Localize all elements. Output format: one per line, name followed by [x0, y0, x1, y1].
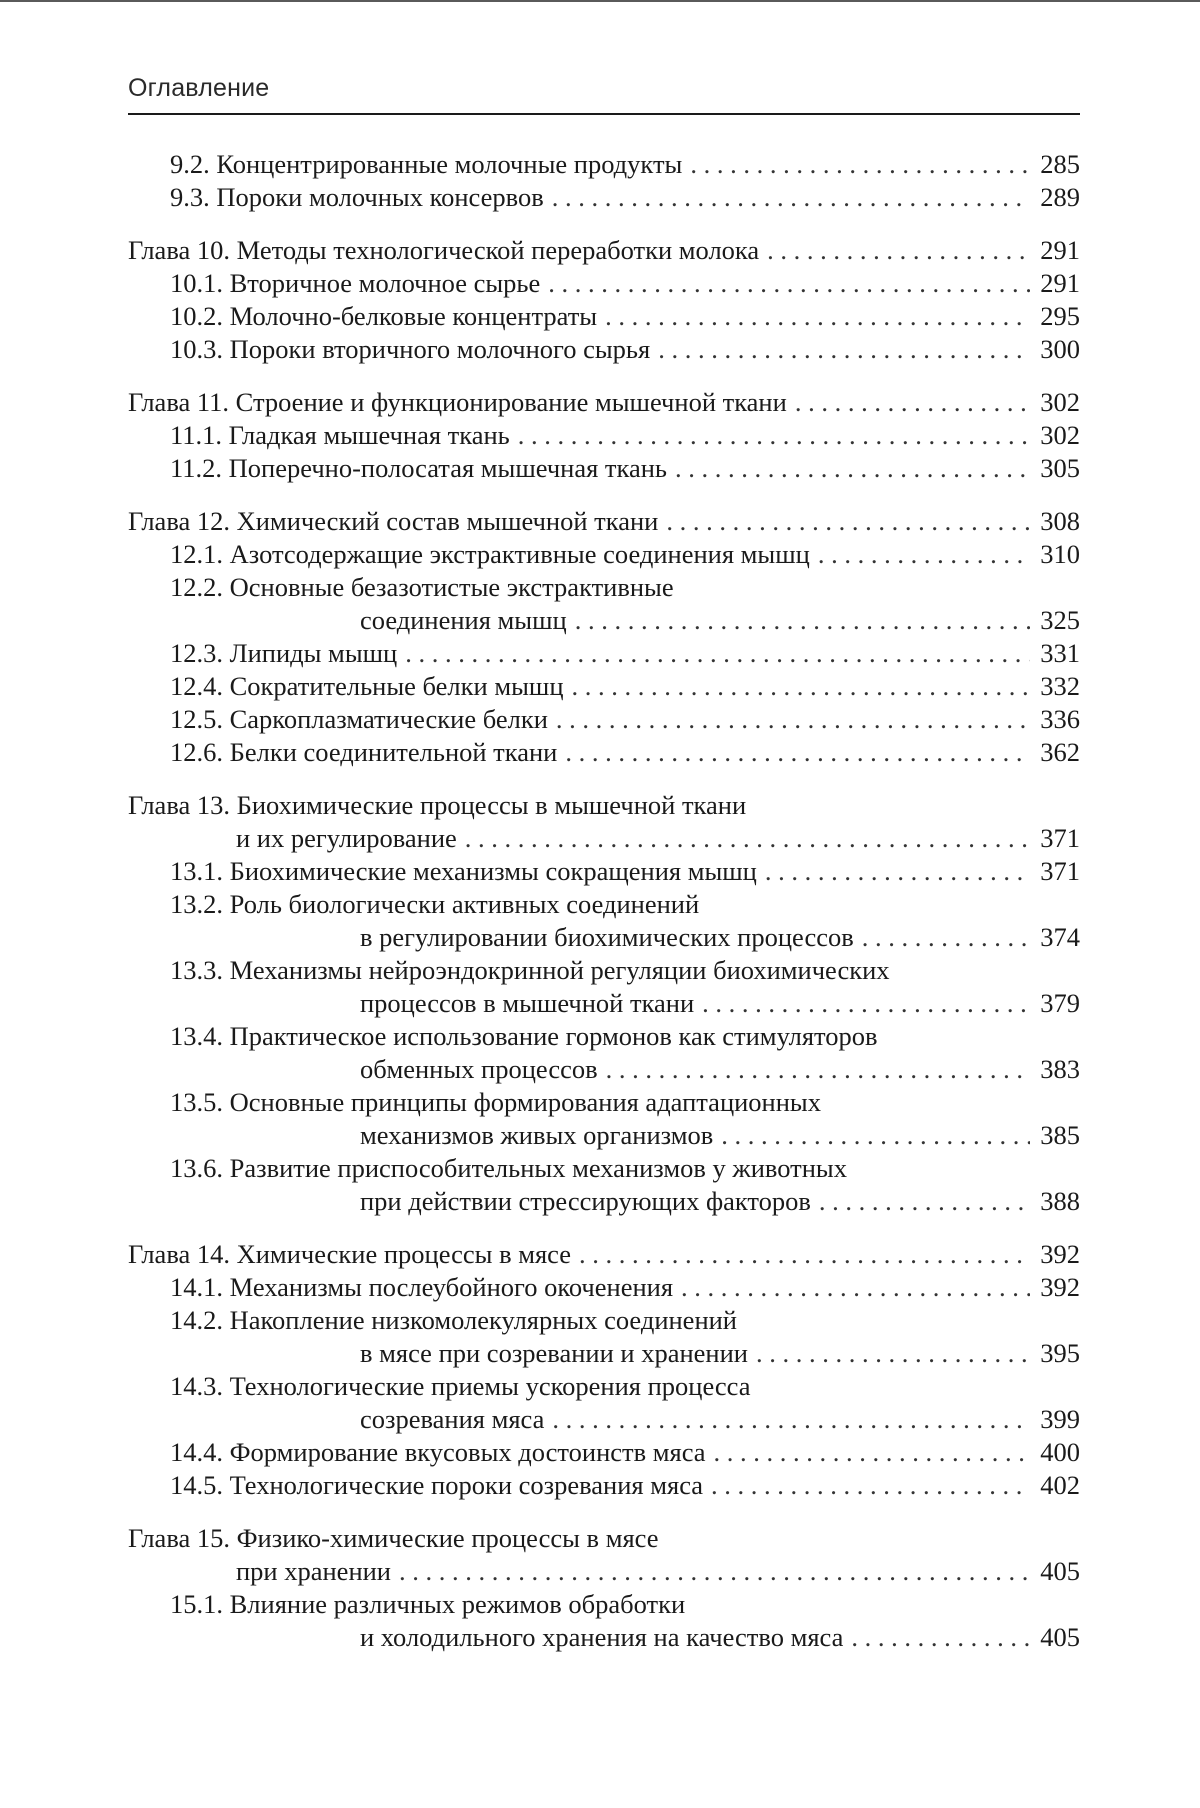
toc-line — [128, 1119, 1080, 1152]
toc-entry-title: и холодильного хранения на качество мяса — [360, 1622, 844, 1652]
toc-entry-title: 13.5. Основные принципы формирования адаптационных — [170, 1087, 821, 1117]
dot-leader — [405, 637, 1030, 670]
dot-leader — [675, 452, 1030, 485]
dot-leader — [756, 1337, 1030, 1370]
dot-leader — [714, 1436, 1030, 1469]
toc-entry-title: в регулировании биохимических процессов — [360, 922, 854, 952]
toc-page-number: 291 — [1040, 235, 1080, 265]
dot-leader — [575, 604, 1030, 637]
toc-entry-title: 10.2. Молочно-белковые концентраты — [170, 301, 598, 331]
toc-entry-title: обменных процессов — [360, 1054, 598, 1084]
toc-line — [128, 148, 1080, 181]
toc-line — [128, 1370, 1080, 1403]
toc-page-number: 374 — [1040, 922, 1080, 952]
toc-page-number: 331 — [1040, 638, 1080, 668]
toc-page-number: 405 — [1040, 1556, 1080, 1586]
toc-entry-title: 13.3. Механизмы нейроэндокринной регуляции биохимических — [170, 955, 890, 985]
toc-section-entry — [128, 1304, 1080, 1370]
toc-chapter-entry — [128, 1238, 1080, 1271]
toc-line — [128, 637, 1080, 670]
toc-entry-title: 13.4. Практическое использование гормонов как стимуляторов — [170, 1021, 878, 1051]
toc-chapter-entry — [128, 234, 1080, 267]
dot-leader — [605, 300, 1030, 333]
toc-line — [128, 1185, 1080, 1218]
dot-leader — [518, 419, 1030, 452]
toc-page-number: 325 — [1040, 605, 1080, 635]
toc-entry-title: 13.2. Роль биологически активных соединений — [170, 889, 700, 919]
dot-leader — [681, 1271, 1030, 1304]
toc-line — [128, 1436, 1080, 1469]
toc-section-entry — [128, 148, 1080, 181]
toc-line — [128, 333, 1080, 366]
toc-section-entry — [128, 670, 1080, 703]
toc-section-entry — [128, 1588, 1080, 1654]
dot-leader — [658, 333, 1030, 366]
toc-chapter-entry — [128, 505, 1080, 538]
toc-group — [128, 505, 1080, 769]
toc-entry-title: Глава 13. Биохимические процессы в мышечной ткани — [128, 790, 747, 820]
toc-entry-title: 11.2. Поперечно-полосатая мышечная ткань — [170, 453, 668, 483]
toc-line — [128, 386, 1080, 419]
toc-entry-title: 12.4. Сократительные белки мышц — [170, 671, 564, 701]
toc-page-number: 400 — [1040, 1437, 1080, 1467]
toc-section-entry — [128, 954, 1080, 1020]
toc-line — [128, 954, 1080, 987]
toc-section-entry — [128, 888, 1080, 954]
toc-entry-title: 12.1. Азотсодержащие экстрактивные соединения мышц — [170, 539, 810, 569]
toc-entry-title: 13.1. Биохимические механизмы сокращения мышц — [170, 856, 757, 886]
toc-entry-title: при действии стрессирующих факторов — [360, 1186, 811, 1216]
dot-leader — [606, 1053, 1030, 1086]
toc-line — [128, 888, 1080, 921]
dot-leader — [552, 1403, 1030, 1436]
toc-section-entry — [128, 267, 1080, 300]
toc-line — [128, 571, 1080, 604]
toc-line — [128, 604, 1080, 637]
page-top-edge — [0, 0, 1200, 2]
toc-section-entry — [128, 300, 1080, 333]
toc-line — [128, 505, 1080, 538]
header-rule — [128, 113, 1080, 115]
dot-leader — [556, 703, 1030, 736]
toc-section-entry — [128, 1370, 1080, 1436]
toc-section-entry — [128, 1469, 1080, 1502]
toc-entry-title: 13.6. Развитие приспособительных механизмов у животных — [170, 1153, 847, 1183]
toc-page-number: 289 — [1040, 182, 1080, 212]
toc-line — [128, 267, 1080, 300]
toc-line — [128, 234, 1080, 267]
toc-page-number: 295 — [1040, 301, 1080, 331]
toc-page-number: 336 — [1040, 704, 1080, 734]
toc-chapter-entry — [128, 789, 1080, 855]
toc-entry-title: 12.5. Саркоплазматические белки — [170, 704, 548, 734]
toc-page-number: 285 — [1040, 149, 1080, 179]
toc-line — [128, 1403, 1080, 1436]
toc-line — [128, 1337, 1080, 1370]
toc-entry-title: Глава 15. Физико-химические процессы в мясе — [128, 1523, 659, 1553]
toc-entry-title: процессов в мышечной ткани — [360, 988, 695, 1018]
toc-entry-title: 9.2. Концентрированные молочные продукты — [170, 149, 683, 179]
toc-line — [128, 1152, 1080, 1185]
toc-page-number: 305 — [1040, 453, 1080, 483]
toc-line — [128, 1522, 1080, 1555]
toc-entry-title: 15.1. Влияние различных режимов обработки — [170, 1589, 686, 1619]
toc-line — [128, 1271, 1080, 1304]
toc-page-number: 371 — [1040, 856, 1080, 886]
toc-page-number: 392 — [1040, 1272, 1080, 1302]
toc-entry-title: Глава 14. Химические процессы в мясе — [128, 1239, 572, 1269]
toc-entry-title: 14.5. Технологические пороки созревания мяса — [170, 1470, 704, 1500]
toc-page-number: 308 — [1040, 506, 1080, 536]
toc-line — [128, 1621, 1080, 1654]
toc-page-number: 379 — [1040, 988, 1080, 1018]
toc-section-entry — [128, 736, 1080, 769]
toc-group — [128, 148, 1080, 214]
toc-page-number: 388 — [1040, 1186, 1080, 1216]
toc-page-number: 302 — [1040, 420, 1080, 450]
toc-page-number: 362 — [1040, 737, 1080, 767]
toc-page-number: 395 — [1040, 1338, 1080, 1368]
dot-leader — [399, 1555, 1030, 1588]
toc-entry-title: соединения мышц — [360, 605, 567, 635]
toc-line — [128, 181, 1080, 214]
toc-entry-title: механизмов живых организмов — [360, 1120, 714, 1150]
toc-section-entry — [128, 637, 1080, 670]
toc-chapter-entry — [128, 1522, 1080, 1588]
toc-line — [128, 855, 1080, 888]
toc-entry-title: 12.3. Липиды мышц — [170, 638, 398, 668]
toc-line — [128, 703, 1080, 736]
toc-line — [128, 1469, 1080, 1502]
toc-entry-title: в мясе при созревании и хранении — [360, 1338, 748, 1368]
toc-entry-title: 11.1. Гладкая мышечная ткань — [170, 420, 510, 450]
toc-chapter-entry — [128, 386, 1080, 419]
dot-leader — [465, 822, 1030, 855]
toc-entry-title: при хранении — [236, 1556, 391, 1586]
toc-page-number: 405 — [1040, 1622, 1080, 1652]
toc-entry-title: 14.2. Накопление низкомолекулярных соединений — [170, 1305, 737, 1335]
toc-section-entry — [128, 333, 1080, 366]
toc-group — [128, 1238, 1080, 1502]
dot-leader — [795, 386, 1030, 419]
toc-line — [128, 670, 1080, 703]
toc-section-entry — [128, 452, 1080, 485]
toc-section-entry — [128, 1271, 1080, 1304]
toc-entry-title: Глава 11. Строение и функционирование мышечной ткани — [128, 387, 787, 417]
toc-section-entry — [128, 855, 1080, 888]
toc-line — [128, 736, 1080, 769]
dot-leader — [666, 505, 1030, 538]
toc-entry-title: 14.3. Технологические приемы ускорения процесса — [170, 1371, 751, 1401]
dot-leader — [765, 855, 1030, 888]
toc-section-entry — [128, 419, 1080, 452]
toc-line — [128, 921, 1080, 954]
dot-leader — [711, 1469, 1030, 1502]
dot-leader — [690, 148, 1030, 181]
toc-group — [128, 1522, 1080, 1654]
dot-leader — [579, 1238, 1030, 1271]
toc-page-number: 300 — [1040, 334, 1080, 364]
toc-entry-title: Глава 10. Методы технологической переработки молока — [128, 235, 760, 265]
toc-group — [128, 234, 1080, 366]
toc-line — [128, 1020, 1080, 1053]
toc-section-entry — [128, 1020, 1080, 1086]
running-head: Оглавление — [128, 74, 270, 102]
toc-page-number: 291 — [1040, 268, 1080, 298]
toc-page-number: 383 — [1040, 1054, 1080, 1084]
toc-line — [128, 987, 1080, 1020]
toc-entry-title: 10.3. Пороки вторичного молочного сырья — [170, 334, 651, 364]
toc-line — [128, 300, 1080, 333]
toc-section-entry — [128, 703, 1080, 736]
toc-page-number: 402 — [1040, 1470, 1080, 1500]
toc-section-entry — [128, 181, 1080, 214]
toc-entry-title: 12.6. Белки соединительной ткани — [170, 737, 558, 767]
dot-leader — [702, 987, 1030, 1020]
toc-entry-title: 10.1. Вторичное молочное сырье — [170, 268, 541, 298]
toc-section-entry — [128, 538, 1080, 571]
dot-leader — [819, 1185, 1030, 1218]
toc-entry-title: созревания мяса — [360, 1404, 545, 1434]
dot-leader — [548, 267, 1030, 300]
toc-section-entry — [128, 1436, 1080, 1469]
toc-line — [128, 452, 1080, 485]
toc-page-number: 332 — [1040, 671, 1080, 701]
toc-section-entry — [128, 1152, 1080, 1218]
toc-entry-title: 12.2. Основные безазотистые экстрактивные — [170, 572, 674, 602]
toc-page-number: 392 — [1040, 1239, 1080, 1269]
toc-line — [128, 419, 1080, 452]
toc-entry-title: 14.1. Механизмы послеубойного окоченения — [170, 1272, 674, 1302]
toc-line — [128, 1304, 1080, 1337]
dot-leader — [851, 1621, 1030, 1654]
toc-line — [128, 1053, 1080, 1086]
dot-leader — [818, 538, 1030, 571]
toc-section-entry — [128, 1086, 1080, 1152]
toc-page-number: 310 — [1040, 539, 1080, 569]
toc-page-number: 385 — [1040, 1120, 1080, 1150]
table-of-contents — [128, 148, 1080, 1674]
dot-leader — [862, 921, 1030, 954]
toc-group — [128, 386, 1080, 485]
toc-line — [128, 789, 1080, 822]
toc-entry-title: 9.3. Пороки молочных консервов — [170, 182, 544, 212]
toc-line — [128, 1555, 1080, 1588]
toc-line — [128, 822, 1080, 855]
dot-leader — [767, 234, 1030, 267]
toc-entry-title: Глава 12. Химический состав мышечной ткани — [128, 506, 659, 536]
toc-line — [128, 538, 1080, 571]
toc-line — [128, 1086, 1080, 1119]
toc-line — [128, 1238, 1080, 1271]
dot-leader — [721, 1119, 1030, 1152]
toc-page-number: 399 — [1040, 1404, 1080, 1434]
toc-entry-title: 14.4. Формирование вкусовых достоинств мяса — [170, 1437, 706, 1467]
dot-leader — [565, 736, 1030, 769]
toc-line — [128, 1588, 1080, 1621]
dot-leader — [552, 181, 1030, 214]
toc-group — [128, 789, 1080, 1218]
toc-page-number: 302 — [1040, 387, 1080, 417]
dot-leader — [572, 670, 1030, 703]
toc-page-number: 371 — [1040, 823, 1080, 853]
toc-section-entry — [128, 571, 1080, 637]
toc-entry-title: и их регулирование — [236, 823, 457, 853]
